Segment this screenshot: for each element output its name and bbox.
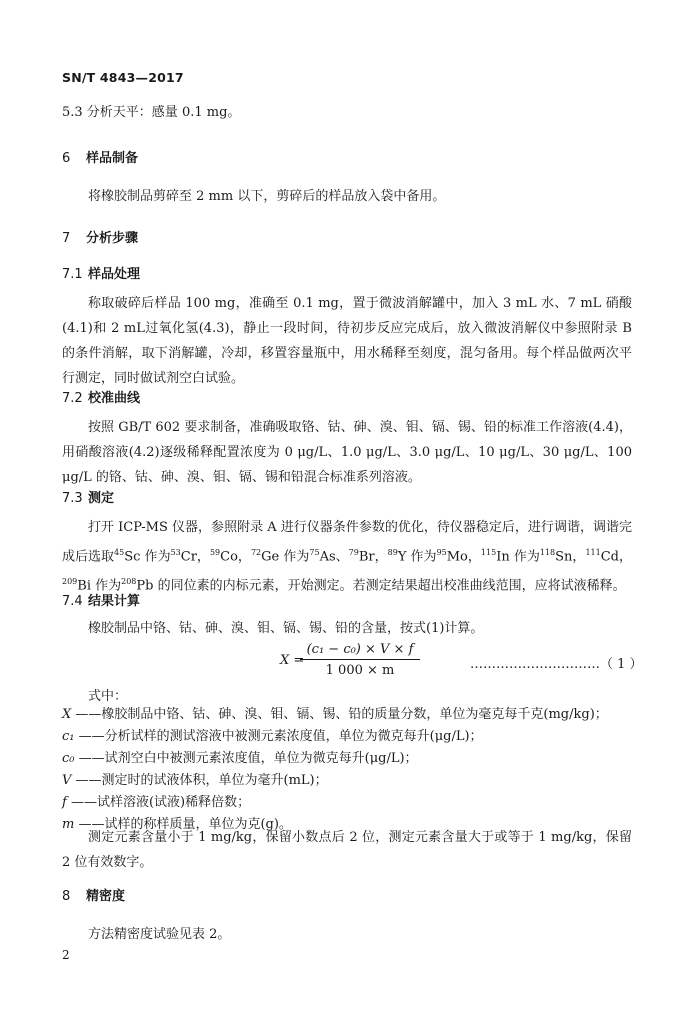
clause-5-3: 5.3 分析天平：感量 0.1 mg。 (62, 105, 241, 120)
formula-numerator: (c₁ − c₀) × V × f (300, 640, 420, 660)
heading-number: 7.1 (62, 267, 83, 282)
heading-7-4 (62, 593, 140, 611)
text-run: Sc 作为 (124, 549, 171, 565)
text-run: Bi 作为 (77, 578, 122, 594)
heading-number: 7.4 (62, 594, 83, 609)
isotope-mass: 79 (348, 548, 359, 557)
heading-number: 8 (62, 889, 71, 904)
paragraph-7-4-rounding: 测定元素含量小于 1 mg/kg，保留小数点后 2 位，测定元素含量大于或等于 1 mg/kg，保留 2 位有效数字。 (62, 830, 632, 870)
definition-text: ——试样的称样质量，单位为克(g)。 (74, 817, 292, 832)
text-run: Co， (220, 549, 251, 565)
symbol: X (62, 707, 72, 722)
definition-row (62, 792, 608, 814)
heading-7-2 (62, 390, 140, 408)
heading-title: 结果计算 (88, 594, 141, 609)
symbol-definitions (62, 704, 608, 836)
page-number: 2 (62, 948, 70, 962)
isotope-mass: 95 (436, 548, 447, 557)
symbol: V (62, 773, 72, 788)
text-run: Pb 的同位素的内标元素，开始测定。若测定结果超出校准曲线范围，应将试液稀释。 (136, 578, 626, 594)
text-run: Cd， (600, 549, 632, 565)
text-run: Cr， (180, 549, 210, 565)
definition-row (62, 726, 608, 748)
text-run: 打开 ICP-MS 仪器，参照附录 A 进行仪器条件参数的优化，待仪器稳定后，进行调谐，调谐完成后选取 (62, 520, 632, 565)
symbol: c₁ (62, 729, 75, 744)
symbol: m (62, 817, 75, 832)
text-run: Br， (358, 549, 388, 565)
definition-row (62, 770, 608, 792)
paragraph-6: 将橡胶制品剪碎至 2 mm 以下，剪碎后的样品放入袋中备用。 (88, 189, 446, 204)
isotope-mass: 89 (387, 548, 398, 557)
heading-title: 精密度 (86, 889, 126, 904)
heading-title: 校准曲线 (88, 391, 141, 406)
definition-text: ——试剂空白中被测元素浓度值，单位为微克每升(μg/L)； (74, 751, 418, 766)
definition-row (62, 748, 608, 770)
isotope-mass: 111 (585, 548, 601, 557)
heading-6 (62, 150, 138, 168)
text-run: In 作为 (496, 549, 540, 565)
formula-lhs: X = (280, 653, 305, 668)
isotope-mass: 115 (480, 548, 497, 557)
heading-7-3 (62, 490, 114, 508)
text-run: Sn， (555, 549, 586, 565)
definition-row (62, 704, 608, 726)
isotope-mass: 118 (539, 548, 556, 557)
heading-8 (62, 888, 125, 906)
formula-equation-number: …………………………（ 1 ） (470, 657, 643, 672)
formula-1 (280, 640, 643, 684)
isotope-mass: 208 (121, 577, 137, 587)
paragraph-7-3 (62, 515, 632, 599)
paragraph-7-4-intro: 橡胶制品中铬、钴、砷、溴、钼、镉、锡、铅的含量，按式(1)计算。 (88, 621, 484, 636)
formula-fraction (300, 640, 420, 680)
isotope-mass: 209 (62, 577, 78, 587)
heading-title: 样品处理 (88, 267, 141, 282)
text-run: Y 作为 (397, 549, 437, 565)
definition-text: ——试样溶液(试液)稀释倍数； (66, 795, 251, 810)
isotope-mass: 45 (114, 548, 125, 557)
heading-number: 7.3 (62, 491, 83, 506)
isotope-mass: 72 (250, 548, 262, 557)
heading-7-1 (62, 266, 140, 284)
document-id: SN/T 4843—2017 (62, 70, 184, 85)
definition-text: ——橡胶制品中铬、钴、砷、溴、钼、镉、锡、铅的质量分数，单位为毫克每千克(mg/kg)； (71, 707, 608, 722)
where-label: 式中： (88, 689, 128, 704)
isotope-mass: 59 (209, 548, 221, 557)
heading-title: 分析步骤 (86, 231, 139, 246)
definition-text: ——测定时的试液体积，单位为毫升(mL)； (71, 773, 328, 788)
formula-denominator: 1 000 × m (325, 663, 395, 678)
symbol: c₀ (62, 751, 75, 766)
heading-title: 测定 (88, 491, 115, 506)
text-run: Ge 作为 (261, 549, 310, 565)
paragraph-8: 方法精密度试验见表 2。 (88, 927, 231, 942)
paragraph-7-2: 按照 GB/T 602 要求制备，准确吸取铬、钴、砷、溴、钼、镉、锡、铅的标准工作溶液(4.4)，用硝酸溶液(4.2)逐级稀释配置浓度为 0 μg/L、1.0 μg/L、3.0 μg/L、10 μg/L、30 μg/L、100 μg/L 的铬、钴、砷、溴、钼、镉、锡和铅混合标准系列溶液。 (62, 420, 632, 485)
heading-title: 样品制备 (86, 151, 139, 166)
text-run: Mo， (446, 549, 481, 565)
definition-text: ——分析试样的测试溶液中被测元素浓度值，单位为微克每升(μg/L)； (74, 729, 483, 744)
heading-number: 7 (62, 231, 71, 246)
paragraph-7-1: 称取破碎后样品 100 mg，准确至 0.1 mg，置于微波消解罐中，加入 3 mL 水、7 mL 硝酸(4.1)和 2 mL过氧化氢(4.3)，静止一段时间，待初步反应完成后，放入微波消解仪中参照附录 B 的条件消解，取下消解罐，冷却，移置容量瓶中，用水稀释至刻度，混匀备用。每个样品做两次平行测定，同时做试剂空白试验。 (62, 296, 632, 386)
symbol: f (62, 795, 67, 810)
heading-7 (62, 230, 138, 248)
isotope-mass: 75 (309, 548, 320, 557)
heading-number: 6 (62, 151, 71, 166)
isotope-mass: 53 (170, 548, 181, 557)
heading-number: 7.2 (62, 391, 83, 406)
text-run: As、 (319, 549, 349, 565)
